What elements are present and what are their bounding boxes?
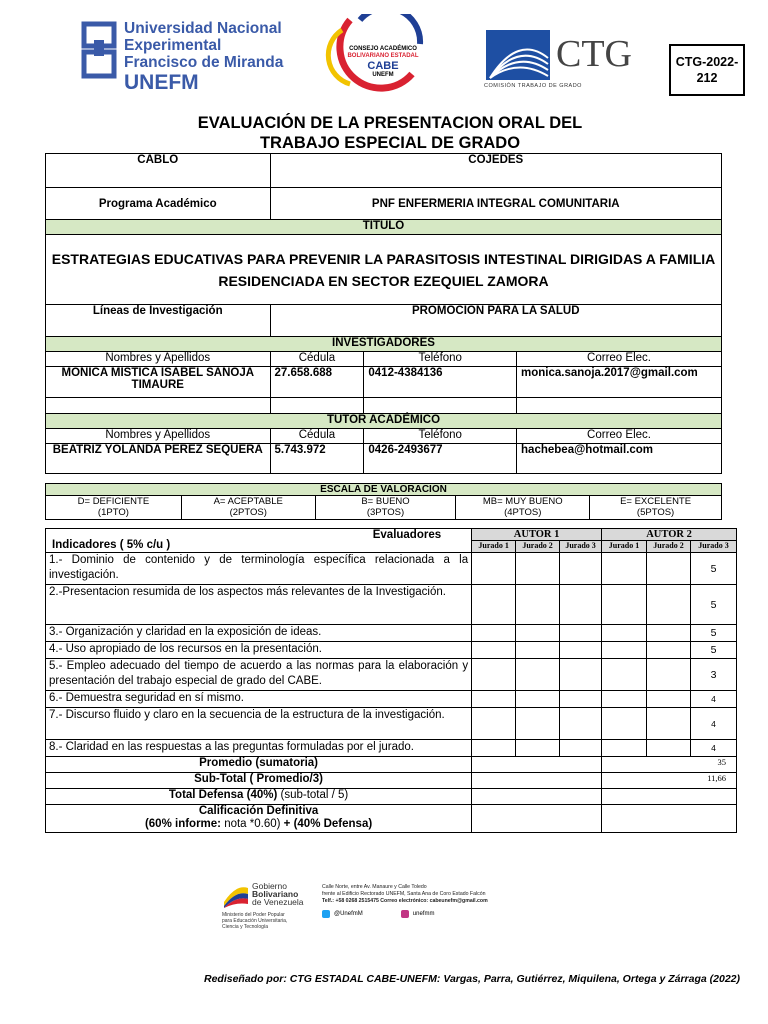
- indicator-row: [46, 642, 737, 659]
- final-grade-part-b: nota *0.60): [221, 818, 284, 830]
- indicator-text: 3.- Organización y claridad en la exposición de ideas.: [46, 625, 472, 642]
- indicator-text: 6.- Demuestra seguridad en sí mismo.: [46, 691, 472, 708]
- score-cell: [516, 642, 560, 659]
- rating-scale-table: [45, 483, 722, 520]
- score-cell: [647, 585, 691, 625]
- score-cell: [602, 659, 647, 691]
- author-2-final: [602, 805, 737, 833]
- promedio-label: Promedio (sumatoria): [46, 757, 472, 773]
- unefm-emblem-icon: [80, 20, 120, 82]
- scale-item-points: (5PTOS): [636, 507, 675, 518]
- score-cell: [472, 625, 516, 642]
- score-cell: [602, 691, 647, 708]
- author-2-juror-3: Jurado 3: [690, 541, 736, 553]
- tutor-header: TUTOR ACADÉMICO: [46, 414, 722, 429]
- indicator-text: 8.- Claridad en las respuestas a las preguntas formuladas por el jurado.: [46, 740, 472, 757]
- scale-item: [46, 496, 182, 520]
- scale-item-label: B= BUENO: [361, 496, 410, 507]
- university-name-line-2: Experimental: [124, 37, 222, 54]
- author-1-final: [472, 805, 602, 833]
- author-1-juror-2: Jurado 2: [516, 541, 560, 553]
- investigator-phone: 0412-4384136: [364, 367, 517, 398]
- university-name-line-1: Universidad Nacional: [124, 20, 282, 37]
- author-1-header: AUTOR 1: [472, 529, 602, 541]
- score-cell: [560, 659, 602, 691]
- indicators-label: Indicadores ( 5% c/u ): [52, 539, 171, 551]
- page-title-line-2: TRABAJO ESPECIAL DE GRADO: [259, 134, 521, 152]
- final-grade-part-c: + (40% Defensa): [283, 818, 373, 830]
- title-header: TITULO: [46, 220, 722, 235]
- indicator-text: 5.- Empleo adecuado del tiempo de acuerdo a las normas para la elaboración y presentación del trabajo especial de grado del CABE.: [46, 659, 472, 691]
- score-cell: [472, 708, 516, 740]
- page-title: [120, 113, 660, 153]
- total-defense-label: [46, 789, 472, 805]
- university-logo: [80, 20, 284, 94]
- score-cell: [602, 740, 647, 757]
- author-1-juror-1: Jurado 1: [472, 541, 516, 553]
- score-cell: [560, 625, 602, 642]
- author-1-subtotal: [472, 773, 602, 789]
- score-cell: [472, 585, 516, 625]
- cabe-line-1: CONSEJO ACADÉMICO: [349, 46, 417, 52]
- tutor-col-id: Cédula: [270, 429, 364, 444]
- scale-item-points: (1PTO): [97, 507, 129, 518]
- indicator-text: 7.- Discurso fluido y claro en la secuencia de la estructura de la investigación.: [46, 708, 472, 740]
- empty-cell: [517, 398, 722, 414]
- indicator-score: 5: [690, 625, 736, 642]
- indicator-row: [46, 553, 737, 585]
- investigators-col-email: Correo Elec.: [517, 352, 722, 367]
- cabe-name: CABE: [367, 60, 399, 72]
- twitter-handle: @UnefmM: [334, 911, 363, 917]
- score-cell: [602, 625, 647, 642]
- cabe-line-2: BOLIVARIANO ESTADAL: [347, 53, 419, 59]
- evaluators-header-cell: [46, 529, 472, 553]
- score-cell: [516, 553, 560, 585]
- cabe-sub: UNEFM: [372, 72, 394, 78]
- investigators-col-phone: Teléfono: [364, 352, 517, 367]
- ctg-name: CTG: [556, 33, 632, 75]
- score-cell: [560, 553, 602, 585]
- score-cell: [472, 740, 516, 757]
- score-cell: [516, 740, 560, 757]
- author-2-defense: [602, 789, 737, 805]
- indicator-row: [46, 659, 737, 691]
- ctg-logo: [484, 28, 644, 94]
- score-cell: [560, 585, 602, 625]
- scale-item: [181, 496, 315, 520]
- program-value: PNF ENFERMERIA INTEGRAL COMUNITARIA: [270, 188, 722, 220]
- project-title: ESTRATEGIAS EDUCATIVAS PARA PREVENIR LA PARASITOSIS INTESTINAL DIRIGIDAS A FAMILIA RESIDENCIADA EN SECTOR EZEQUIEL ZAMORA: [46, 235, 722, 305]
- tutor-name: BEATRIZ YOLANDA PEREZ SEQUERA: [46, 444, 271, 474]
- address-line-1: Calle Norte, entre Av. Manaure y Calle Toledo: [322, 884, 427, 890]
- indicator-row: [46, 625, 737, 642]
- author-2-promedio: 35: [602, 757, 737, 773]
- ministry-line-1: Ministerio del Poder Popular: [222, 912, 285, 918]
- scale-item: [590, 496, 722, 520]
- indicator-score: 3: [690, 659, 736, 691]
- indicator-score: 4: [690, 740, 736, 757]
- investigator-id: 27.658.688: [270, 367, 364, 398]
- score-cell: [560, 642, 602, 659]
- score-cell: [516, 625, 560, 642]
- final-grade-label: [46, 805, 472, 833]
- score-cell: [560, 740, 602, 757]
- tutor-id: 5.743.972: [270, 444, 364, 474]
- author-2-juror-1: Jurado 1: [602, 541, 647, 553]
- score-cell: [647, 659, 691, 691]
- investigators-col-id: Cédula: [270, 352, 364, 367]
- author-2-subtotal: 11,66: [602, 773, 737, 789]
- investigator-name: MONICA MISTICA ISABEL SANOJA TIMAURE: [46, 367, 271, 398]
- indicator-score: 4: [690, 691, 736, 708]
- score-cell: [560, 708, 602, 740]
- evaluation-table: [45, 528, 737, 833]
- footer-government-block: [222, 880, 542, 940]
- author-1-juror-3: Jurado 3: [560, 541, 602, 553]
- scale-item-points: (2PTOS): [229, 507, 267, 518]
- indicator-row: [46, 740, 737, 757]
- scale-item-points: (3PTOS): [366, 507, 405, 518]
- gov-line-3: de Venezuela: [252, 897, 304, 907]
- score-cell: [647, 553, 691, 585]
- project-info-table: [45, 153, 722, 474]
- final-grade-line-1: Calificación Definitiva: [198, 805, 319, 817]
- venezuela-flag-icon: [222, 882, 250, 908]
- scale-item-label: D= DEFICIENTE: [77, 496, 150, 507]
- tutor-col-names: Nombres y Apellidos: [46, 429, 271, 444]
- score-cell: [647, 625, 691, 642]
- investigators-col-names: Nombres y Apellidos: [46, 352, 271, 367]
- scale-header: ESCALA DE VALORACION: [46, 484, 722, 496]
- ctg-sub: COMISIÓN TRABAJO DE GRADO: [484, 83, 582, 89]
- indicator-row: [46, 691, 737, 708]
- indicator-text: 4.- Uso apropiado de los recursos en la presentación.: [46, 642, 472, 659]
- instagram-icon: [401, 910, 409, 918]
- score-cell: [647, 691, 691, 708]
- total-defense-bold: Total Defensa (40%): [168, 789, 278, 801]
- twitter-icon: [322, 910, 330, 918]
- score-cell: [472, 691, 516, 708]
- author-1-defense: [472, 789, 602, 805]
- location-value: COJEDES: [270, 154, 722, 188]
- score-cell: [647, 740, 691, 757]
- research-lines-value: PROMOCION PARA LA SALUD: [270, 305, 722, 337]
- indicator-score: 5: [690, 585, 736, 625]
- score-cell: [602, 553, 647, 585]
- indicator-text: 1.- Dominio de contenido y de terminología específica relacionada a la investigación.: [46, 553, 472, 585]
- subtotal-label: Sub-Total ( Promedio/3): [46, 773, 472, 789]
- empty-cell: [270, 398, 364, 414]
- ministry-line-3: Ciencia y Tecnología: [222, 924, 269, 930]
- document-code: CTG-2022-212: [669, 44, 745, 96]
- score-cell: [472, 642, 516, 659]
- score-cell: [647, 708, 691, 740]
- program-label: Programa Académico: [46, 188, 271, 220]
- tutor-email: hachebea@hotmail.com: [517, 444, 722, 474]
- indicator-row: [46, 708, 737, 740]
- address-line-3: Telf.: +58 0268 2515475 Correo electrónico: cabeunefm@gmail.com: [322, 898, 488, 904]
- scale-item-label: E= EXCELENTE: [620, 496, 692, 507]
- tutor-col-phone: Teléfono: [364, 429, 517, 444]
- ministry-line-2: para Educación Universitaria,: [222, 918, 288, 924]
- score-cell: [472, 553, 516, 585]
- author-2-header: AUTOR 2: [602, 529, 737, 541]
- scale-item-label: A= ACEPTABLE: [213, 496, 283, 507]
- score-cell: [472, 659, 516, 691]
- author-1-promedio: [472, 757, 602, 773]
- cabe-logo: [320, 14, 430, 94]
- indicator-score: 5: [690, 553, 736, 585]
- evaluators-label: Evaluadores: [372, 529, 442, 541]
- address-line-2: frente al Edificio Rectorado UNEFM, Santa Ana de Coro Estado Falcón: [322, 891, 486, 897]
- tutor-phone: 0426-2493677: [364, 444, 517, 474]
- score-cell: [516, 585, 560, 625]
- gov-line-1: Gobierno: [252, 881, 287, 891]
- scale-item-label: MB= MUY BUENO: [482, 496, 563, 507]
- ctg-emblem-icon: [484, 28, 554, 84]
- score-cell: [602, 708, 647, 740]
- scale-item: [456, 496, 590, 520]
- empty-cell: [364, 398, 517, 414]
- author-2-juror-2: Jurado 2: [647, 541, 691, 553]
- score-cell: [516, 659, 560, 691]
- instagram-handle: unefmm: [412, 911, 435, 917]
- research-lines-label: Líneas de Investigación: [46, 305, 271, 337]
- scale-item-points: (4PTOS): [504, 507, 542, 518]
- empty-cell: [46, 398, 271, 414]
- tutor-col-email: Correo Elec.: [517, 429, 722, 444]
- scale-item: [315, 496, 456, 520]
- total-defense-rest: (sub-total / 5): [277, 789, 349, 801]
- indicator-score: 5: [690, 642, 736, 659]
- score-cell: [602, 642, 647, 659]
- indicator-text: 2.-Presentacion resumida de los aspectos más relevantes de la Investigación.: [46, 585, 472, 625]
- university-acronym: UNEFM: [124, 71, 199, 94]
- indicator-score: 4: [690, 708, 736, 740]
- indicator-row: [46, 585, 737, 625]
- final-grade-part-a: (60% informe:: [144, 818, 221, 830]
- gov-line-2: Bolivariano: [252, 889, 299, 899]
- university-name-line-3: Francisco de Miranda: [124, 54, 284, 71]
- score-cell: [516, 691, 560, 708]
- score-cell: [560, 691, 602, 708]
- score-cell: [647, 642, 691, 659]
- investigators-header: INVESTIGADORES: [46, 337, 722, 352]
- page-title-line-1: EVALUACIÓN DE LA PRESENTACION ORAL DEL: [197, 114, 583, 132]
- score-cell: [516, 708, 560, 740]
- score-cell: [602, 585, 647, 625]
- location-label: CABLO: [46, 154, 271, 188]
- redesign-credit: Rediseñado por: CTG ESTADAL CABE-UNEFM: Vargas, Parra, Gutiérrez, Miquilena, Ortega y Zárraga (2022): [203, 973, 740, 985]
- investigator-email: monica.sanoja.2017@gmail.com: [517, 367, 722, 398]
